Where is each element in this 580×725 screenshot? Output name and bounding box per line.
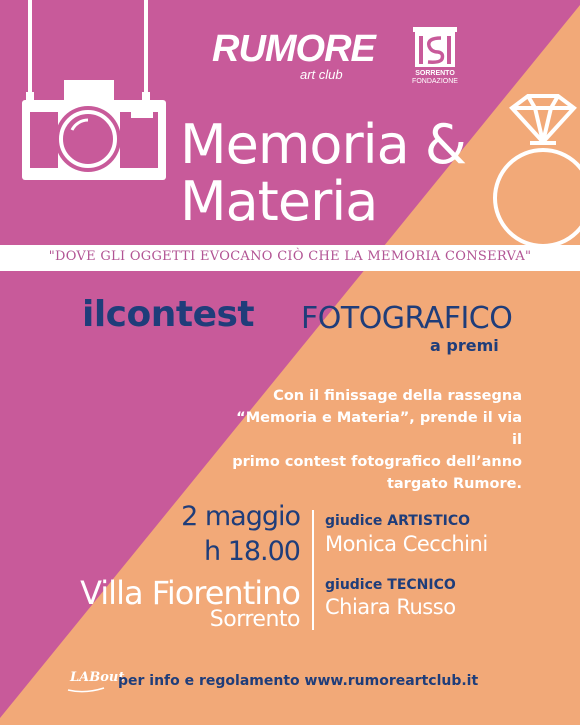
footer-info-link[interactable]: per info e regolamento www.rumoreartclub.it <box>118 673 479 689</box>
sorrento-logo-name: SORRENTO <box>415 70 455 77</box>
title-line-2: Materia <box>180 170 378 233</box>
vertical-divider <box>312 510 314 630</box>
laboat-logo: LABout <box>70 670 125 685</box>
description-line: targato Rumore. <box>386 476 522 492</box>
description-line: “Memoria e Materia”, prende il via il <box>236 410 522 448</box>
rumore-logo-subtitle: art club <box>300 67 343 82</box>
temple-icon <box>413 27 457 67</box>
judge-role-technical: giudice TECNICO <box>325 577 456 593</box>
judge-name-technical: Chiara Russo <box>325 595 456 619</box>
event-venue: Villa Fiorentino <box>80 574 300 612</box>
sorrento-logo-subtitle: FONDAZIONE <box>412 78 458 85</box>
tagline-text: "DOVE GLI OGGETTI EVOCANO CIÒ CHE LA MEMORIA CONSERVA" <box>48 249 532 264</box>
contest-fotografico: FOTOGRAFICO <box>301 301 513 336</box>
description-line: Con il finissage della rassegna <box>273 388 522 404</box>
description-line: primo contest fotografico dell’anno <box>232 454 522 470</box>
title-line-1: Memoria & <box>180 113 467 176</box>
rumore-logo-text: RUMORE <box>212 28 375 70</box>
contest-heading: ilcontest <box>82 294 255 335</box>
event-city: Sorrento <box>209 607 300 632</box>
event-time: h 18.00 <box>204 536 300 567</box>
judge-role-artistic: giudice ARTISTICO <box>325 513 471 529</box>
judge-name-artistic: Monica Cecchini <box>325 532 488 556</box>
description <box>230 385 522 495</box>
event-date: 2 maggio <box>181 501 300 532</box>
contest-a-premi: a premi <box>430 336 499 355</box>
